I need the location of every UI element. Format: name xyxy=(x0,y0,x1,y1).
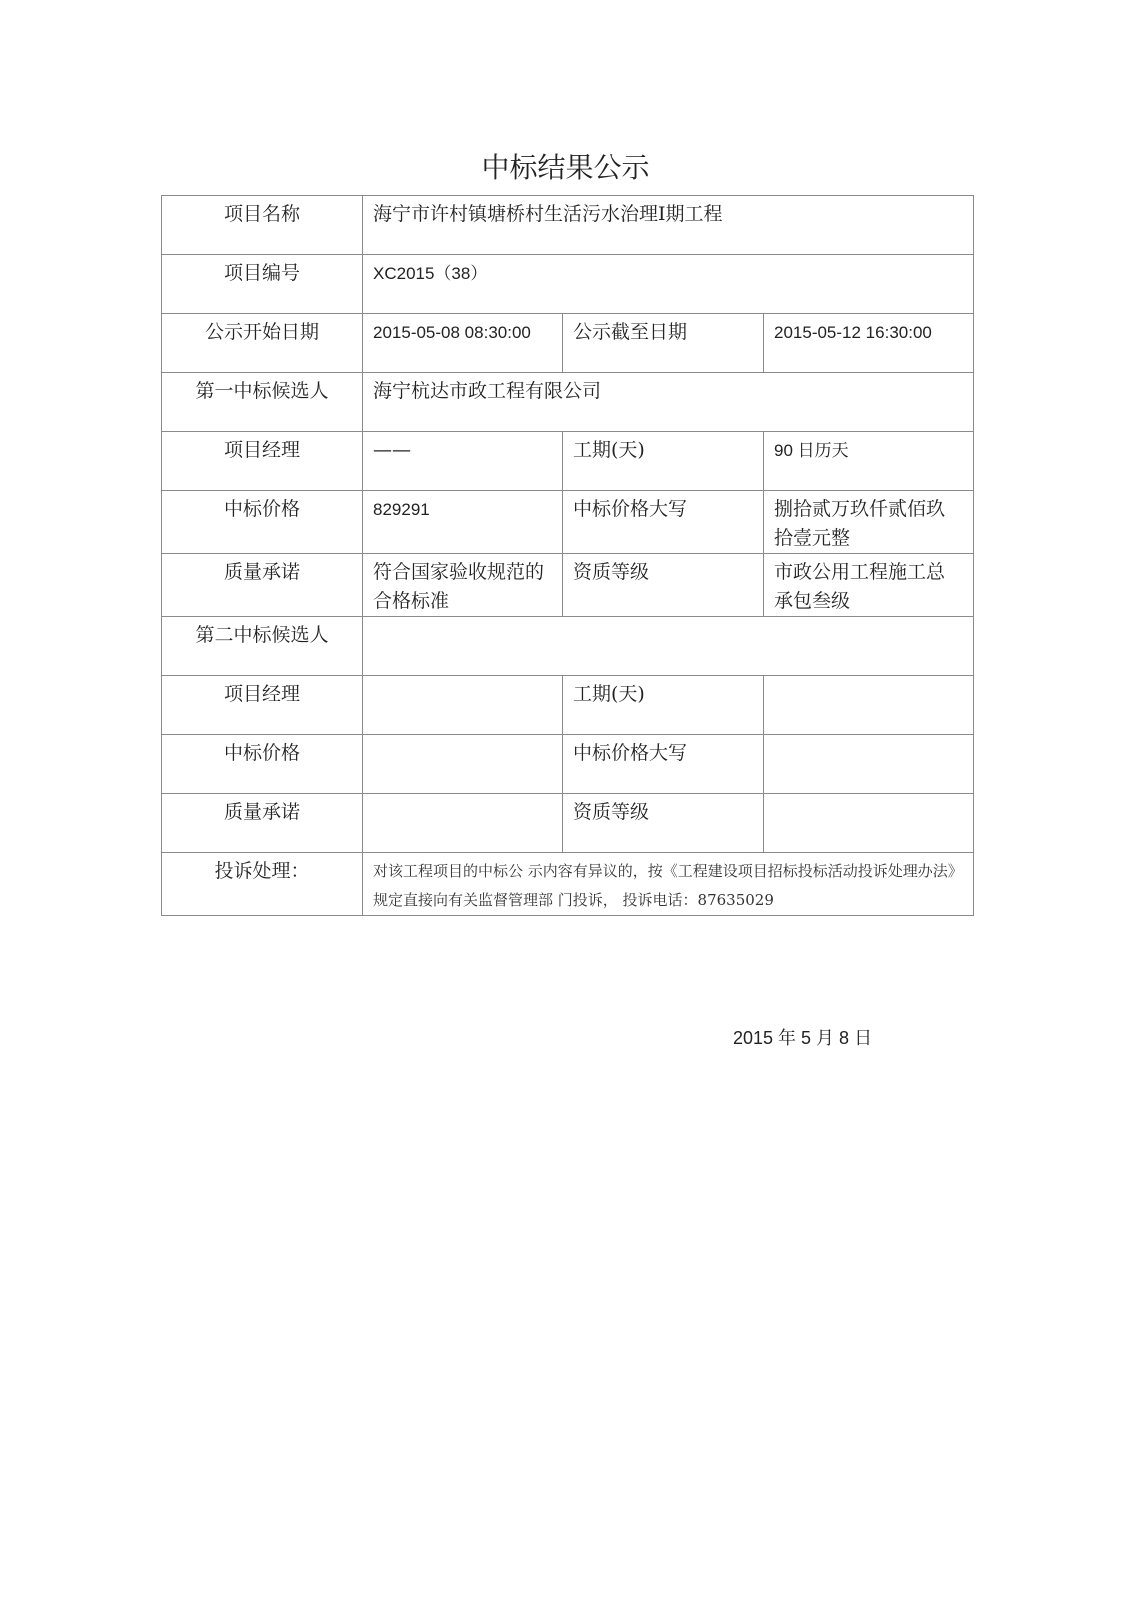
table-row xyxy=(162,554,974,617)
bid-result-table xyxy=(161,195,974,916)
table-row xyxy=(162,196,974,255)
second-pm-label: 项目经理 xyxy=(162,676,363,735)
project-name-value: 海宁市许村镇塘桥村生活污水治理Ⅰ期工程 xyxy=(363,196,974,255)
second-period-label: 工期(天) xyxy=(563,676,764,735)
second-candidate-value xyxy=(363,617,974,676)
project-no-label: 项目编号 xyxy=(162,255,363,314)
table-row xyxy=(162,432,974,491)
table-row xyxy=(162,255,974,314)
second-price-cn-label: 中标价格大写 xyxy=(563,735,764,794)
first-price-cn-value: 捌拾贰万玖仟贰佰玖拾壹元整 xyxy=(764,491,974,554)
first-candidate-value: 海宁杭达市政工程有限公司 xyxy=(363,373,974,432)
first-quality-value: 符合国家验收规范的合格标准 xyxy=(363,554,563,617)
second-candidate-label: 第二中标候选人 xyxy=(162,617,363,676)
start-date-value: 2015-05-08 08:30:00 xyxy=(363,314,563,373)
second-grade-value xyxy=(764,794,974,853)
first-price-label: 中标价格 xyxy=(162,491,363,554)
end-date-value: 2015-05-12 16:30:00 xyxy=(764,314,974,373)
table-row xyxy=(162,676,974,735)
end-date-label: 公示截至日期 xyxy=(563,314,764,373)
table-row xyxy=(162,373,974,432)
first-pm-value: —— xyxy=(363,432,563,491)
second-price-value xyxy=(363,735,563,794)
first-price-value: 829291 xyxy=(363,491,563,554)
page-title: 中标结果公示 xyxy=(481,151,650,184)
first-candidate-label: 第一中标候选人 xyxy=(162,373,363,432)
first-period-value: 90 日历天 xyxy=(764,432,974,491)
start-date-label: 公示开始日期 xyxy=(162,314,363,373)
document-date: 2015 年 5 月 8 日 xyxy=(733,1028,873,1048)
first-price-cn-label: 中标价格大写 xyxy=(563,491,764,554)
first-grade-label: 资质等级 xyxy=(563,554,764,617)
second-price-label: 中标价格 xyxy=(162,735,363,794)
second-price-cn-value xyxy=(764,735,974,794)
table-row xyxy=(162,617,974,676)
first-pm-label: 项目经理 xyxy=(162,432,363,491)
complaint-text: 对该工程项目的中标公 示内容有异议的，按《工程建设项目招标投标活动投诉处理办法》 规定直接向有关监督管理部 门投诉， 投诉电话：87635029 xyxy=(363,853,974,916)
table-row xyxy=(162,314,974,373)
second-grade-label: 资质等级 xyxy=(563,794,764,853)
project-no-value: XC2015（38） xyxy=(363,255,974,314)
complaint-label: 投诉处理： xyxy=(162,853,363,916)
second-period-value xyxy=(764,676,974,735)
table-row xyxy=(162,491,974,554)
project-name-label: 项目名称 xyxy=(162,196,363,255)
first-grade-value: 市政公用工程施工总承包叁级 xyxy=(764,554,974,617)
table-row xyxy=(162,735,974,794)
first-period-label: 工期(天) xyxy=(563,432,764,491)
table-row xyxy=(162,794,974,853)
second-quality-value xyxy=(363,794,563,853)
first-quality-label: 质量承诺 xyxy=(162,554,363,617)
second-quality-label: 质量承诺 xyxy=(162,794,363,853)
table-row xyxy=(162,853,974,916)
second-pm-value xyxy=(363,676,563,735)
